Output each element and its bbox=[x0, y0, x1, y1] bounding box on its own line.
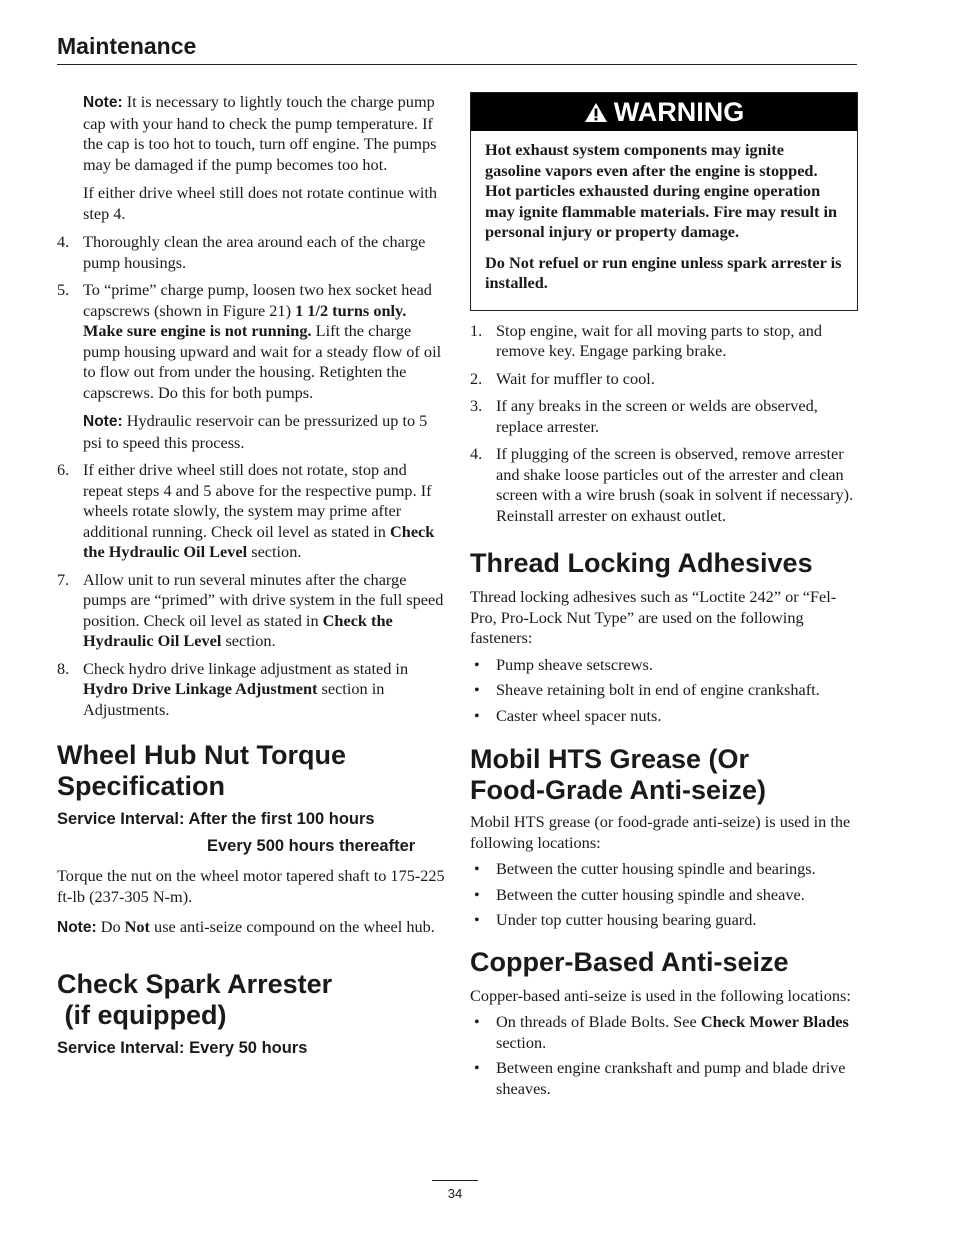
service-interval-label: Service Interval: bbox=[57, 810, 185, 828]
step-number: 6. bbox=[57, 460, 70, 479]
heading-line: Food-Grade Anti-seize) bbox=[470, 775, 767, 805]
step-number: 2. bbox=[470, 368, 483, 388]
note-bold: Not bbox=[124, 917, 150, 936]
heading-thread-locking: Thread Locking Adhesives bbox=[470, 548, 813, 578]
service-interval-label: Service Interval: bbox=[57, 1038, 185, 1057]
heading-wheel-hub bbox=[57, 740, 445, 802]
list-item bbox=[470, 1012, 858, 1053]
step-7 bbox=[57, 570, 445, 652]
step-number: 4. bbox=[57, 232, 70, 251]
heading-line: Wheel Hub Nut Torque bbox=[57, 740, 346, 770]
step-text: Stop engine, wait for all moving parts to stop, and remove key. Engage parking brake. bbox=[496, 320, 823, 360]
list-item-text: Between the cutter housing spindle and sheave. bbox=[496, 884, 805, 904]
warning-text: Do Not refuel or run engine unless spark arrester is installed. bbox=[485, 252, 842, 292]
list-item bbox=[470, 885, 858, 906]
step-bold: Check the Hydraulic Oil Level bbox=[83, 521, 435, 561]
header-divider bbox=[57, 64, 857, 65]
heading-line: Check Spark Arrester bbox=[57, 968, 333, 999]
step-text: If plugging of the screen is observed, remove arrester and shake loose particles out of the arrester and clean screen with a wire brush (soak in solvent if necessary). Reinstall arrester on exhaust outlet. bbox=[496, 444, 854, 525]
thread-locking-text: Thread locking adhesives such as “Loctite 242” or “Fel-Pro, Pro-Lock Nut Type” are used on the following fasteners: bbox=[470, 587, 837, 647]
bullet: • bbox=[474, 705, 480, 725]
step-bold: Hydro Drive Linkage Adjustment bbox=[83, 679, 318, 698]
copper-anti-seize-text: Copper-based anti-seize is used in the following locations: bbox=[470, 985, 851, 1005]
mobil-grease-text: Mobil HTS grease (or food-grade anti-seize) is used in the following locations: bbox=[470, 812, 851, 852]
step-number: 1. bbox=[470, 320, 483, 340]
footer-divider bbox=[432, 1180, 478, 1181]
step-text: To “prime” charge pump, loosen two hex socket head capscrews (shown in Figure 21) bbox=[83, 280, 432, 320]
step-bold: 1 1/2 turns only. Make sure engine is not running. bbox=[83, 300, 407, 340]
step-text: section in Adjustments. bbox=[83, 679, 385, 719]
heading-line: Specification bbox=[57, 771, 226, 801]
copper-anti-seize-list bbox=[470, 1012, 858, 1099]
heading-spark-arrester bbox=[57, 969, 445, 1031]
service-interval-value: Every 500 hours thereafter bbox=[207, 837, 416, 855]
heading-copper-anti-seize: Copper-Based Anti-seize bbox=[470, 946, 789, 977]
list-item-bold: Check Mower Blades bbox=[700, 1012, 849, 1031]
bullet: • bbox=[474, 1012, 480, 1031]
list-item-text: Between engine crankshaft and pump and blade drive sheaves. bbox=[496, 1058, 846, 1098]
step-8 bbox=[57, 659, 445, 721]
step-5 bbox=[57, 280, 445, 453]
list-item bbox=[470, 1058, 858, 1099]
list-item bbox=[470, 910, 858, 931]
bullet: • bbox=[474, 884, 480, 904]
bullet: • bbox=[474, 680, 480, 699]
list-item-text: Pump sheave setscrews. bbox=[496, 654, 653, 674]
note-reservoir bbox=[83, 411, 445, 453]
step-1 bbox=[470, 321, 858, 362]
list-item bbox=[470, 706, 858, 727]
step-number: 4. bbox=[470, 444, 483, 463]
note-label: Note: bbox=[83, 413, 123, 430]
note-text: use anti-seize compound on the wheel hub. bbox=[149, 917, 435, 936]
warning-text: Hot exhaust system components may ignite gasoline vapors even after the engine is stopped. Hot particles exhausted during engine operation may ignite flammable materials. Fire may result in personal injury or property damage. bbox=[485, 140, 838, 241]
step-2 bbox=[470, 369, 858, 390]
heading-mobil-grease bbox=[470, 744, 858, 806]
note-label: Note: bbox=[57, 919, 97, 936]
wheel-hub-torque-text: Torque the nut on the wheel motor tapered shaft to 175-225 ft-lb (237-305 N-m). bbox=[57, 866, 445, 906]
step-6 bbox=[57, 460, 445, 563]
list-item-text: Under top cutter housing bearing guard. bbox=[496, 910, 757, 929]
list-item-text: Sheave retaining bolt in end of engine crankshaft. bbox=[496, 680, 820, 699]
step-4 bbox=[470, 444, 858, 526]
service-interval-wheel-hub bbox=[57, 806, 445, 860]
warning-title: WARNING bbox=[613, 96, 745, 127]
list-item-text: Caster wheel spacer nuts. bbox=[496, 705, 662, 725]
warning-body bbox=[471, 131, 857, 310]
warning-header bbox=[471, 93, 857, 131]
note-text: It is necessary to lightly touch the charge pump cap with your hand to check the pump temperature. If the cap is too hot to touch, turn off engine. The pumps may be damaged if the pump becomes too hot. bbox=[83, 92, 437, 174]
service-interval-value: After the first 100 hours bbox=[188, 810, 375, 828]
left-column bbox=[57, 92, 445, 1062]
step-text: Lift the charge pump housing upward and wait for a steady flow of oil to flow out from under the housing. Retighten the capscrews. Do this for both pumps. bbox=[83, 321, 442, 402]
step-number: 3. bbox=[470, 396, 483, 415]
heading-line: Mobil HTS Grease (Or bbox=[470, 744, 750, 774]
note-text: Hydraulic reservoir can be pressurized up to 5 psi to speed this process. bbox=[83, 411, 428, 452]
note-charge-pump bbox=[57, 92, 445, 175]
step-text: If either drive wheel still does not rotate, stop and repeat steps 4 and 5 above for the respective pump. If wheels rotate slowly, the system may prime after additional running. Check oil level as stated in bbox=[83, 460, 432, 541]
step-number: 7. bbox=[57, 569, 70, 589]
step-4 bbox=[57, 232, 445, 273]
list-item bbox=[470, 655, 858, 676]
warning-box bbox=[470, 92, 858, 311]
section-title: Maintenance bbox=[57, 33, 197, 59]
step-bold: Check the Hydraulic Oil Level bbox=[83, 610, 393, 650]
continue-text: If either drive wheel still does not rotate continue with step 4. bbox=[83, 183, 438, 223]
list-item bbox=[470, 680, 858, 701]
warning-triangle-icon bbox=[584, 102, 608, 123]
spark-arrester-steps bbox=[470, 321, 858, 527]
bullet: • bbox=[474, 910, 480, 929]
step-text: section. bbox=[247, 542, 302, 561]
thread-locking-list bbox=[470, 655, 858, 727]
step-number: 5. bbox=[57, 280, 70, 299]
bullet: • bbox=[474, 1058, 480, 1077]
list-item-text: On threads of Blade Bolts. See bbox=[496, 1012, 701, 1031]
list-item-text: Between the cutter housing spindle and bearings. bbox=[496, 859, 816, 878]
step-text: Wait for muffler to cool. bbox=[496, 368, 655, 388]
list-item bbox=[470, 859, 858, 880]
bullet: • bbox=[474, 859, 480, 878]
page-number: 34 bbox=[447, 1186, 463, 1201]
step-text: Thoroughly clean the area around each of the charge pump housings. bbox=[83, 232, 426, 272]
step-text: Allow unit to run several minutes after the charge pumps are “primed” with drive system in the full speed position. Check oil level as stated in bbox=[83, 569, 444, 630]
right-column bbox=[470, 92, 858, 1104]
service-interval-value: Every 50 hours bbox=[189, 1038, 308, 1057]
step-3 bbox=[470, 396, 858, 437]
note-text: Do bbox=[100, 917, 125, 936]
service-interval-spark-arrester bbox=[57, 1035, 445, 1062]
step-text: Check hydro drive linkage adjustment as stated in bbox=[83, 658, 409, 678]
bullet: • bbox=[474, 654, 480, 674]
note-anti-seize bbox=[57, 917, 445, 939]
mobil-grease-list bbox=[470, 859, 858, 931]
priming-steps bbox=[57, 232, 445, 720]
heading-line: (if equipped) bbox=[64, 999, 227, 1030]
note-label: Note: bbox=[83, 94, 123, 111]
step-text: section. bbox=[221, 631, 276, 650]
list-item-text: section. bbox=[496, 1032, 547, 1052]
step-number: 8. bbox=[57, 658, 70, 678]
step-text: If any breaks in the screen or welds are observed, replace arrester. bbox=[496, 396, 818, 436]
